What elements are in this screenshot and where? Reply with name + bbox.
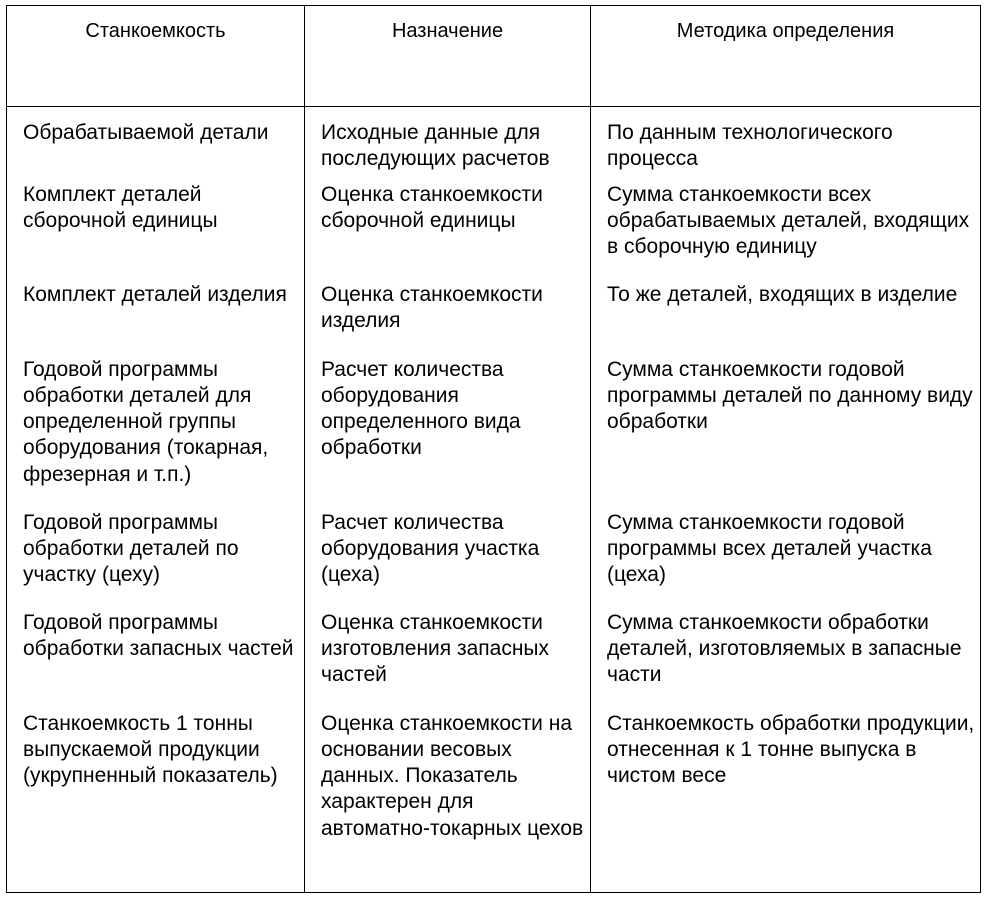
cell-naznachenie: Расчет количества оборудования определенного вида обработки xyxy=(305,357,591,510)
document-table-container xyxy=(6,5,980,893)
cell-metodika: Сумма станкоемкости годовой программы деталей по данному виду обработки xyxy=(591,357,981,510)
cell-naznachenie: Исходные данные для последующих расчетов xyxy=(305,107,591,182)
cell-stankoemkost: Станкоемкость 1 тонны выпускаемой продукции (укрупненный показатель) xyxy=(7,711,305,893)
cell-stankoemkost: Годовой программы обработки деталей по участку (цеху) xyxy=(7,510,305,610)
cell-stankoemkost: Годовой программы обработки деталей для определенной группы оборудования (токарная, фрезерная и т.п.) xyxy=(7,357,305,510)
cell-metodika: Сумма станкоемкости всех обрабатываемых деталей, входящих в сборочную единицу xyxy=(591,182,981,282)
cell-naznachenie: Оценка станкоемкости на основании весовых данных. Показатель характерен для автоматно-токарных цехов xyxy=(305,711,591,893)
cell-metodika: То же деталей, входящих в изделие xyxy=(591,282,981,357)
cell-naznachenie: Оценка станкоемкости изготовления запасных частей xyxy=(305,610,591,711)
table-row xyxy=(7,610,981,711)
cell-stankoemkost: Обрабатываемой детали xyxy=(7,107,305,182)
table-header-row xyxy=(7,6,981,107)
cell-naznachenie: Расчет количества оборудования участка (цеха) xyxy=(305,510,591,610)
table-row xyxy=(7,107,981,182)
cell-stankoemkost: Годовой программы обработки запасных частей xyxy=(7,610,305,711)
cell-stankoemkost: Комплект деталей изделия xyxy=(7,282,305,357)
table-row xyxy=(7,282,981,357)
cell-naznachenie: Оценка станкоемкости сборочной единицы xyxy=(305,182,591,282)
cell-metodika: По данным технологического процесса xyxy=(591,107,981,182)
cell-metodika: Сумма станкоемкости обработки деталей, изготовляемых в запасные части xyxy=(591,610,981,711)
stankoemkost-table xyxy=(6,5,981,893)
table-row xyxy=(7,182,981,282)
cell-metodika: Станкоемкость обработки продукции, отнесенная к 1 тонне выпуска в чистом весе xyxy=(591,711,981,893)
cell-stankoemkost: Комплект деталей сборочной единицы xyxy=(7,182,305,282)
table-row xyxy=(7,711,981,893)
cell-naznachenie: Оценка станкоемкости изделия xyxy=(305,282,591,357)
table-row xyxy=(7,357,981,510)
table-row xyxy=(7,510,981,610)
cell-metodika: Сумма станкоемкости годовой программы всех деталей участка (цеха) xyxy=(591,510,981,610)
header-stankoemkost: Станкоемкость xyxy=(7,6,305,107)
header-metodika: Методика определения xyxy=(591,6,981,107)
header-naznachenie: Назначение xyxy=(305,6,591,107)
